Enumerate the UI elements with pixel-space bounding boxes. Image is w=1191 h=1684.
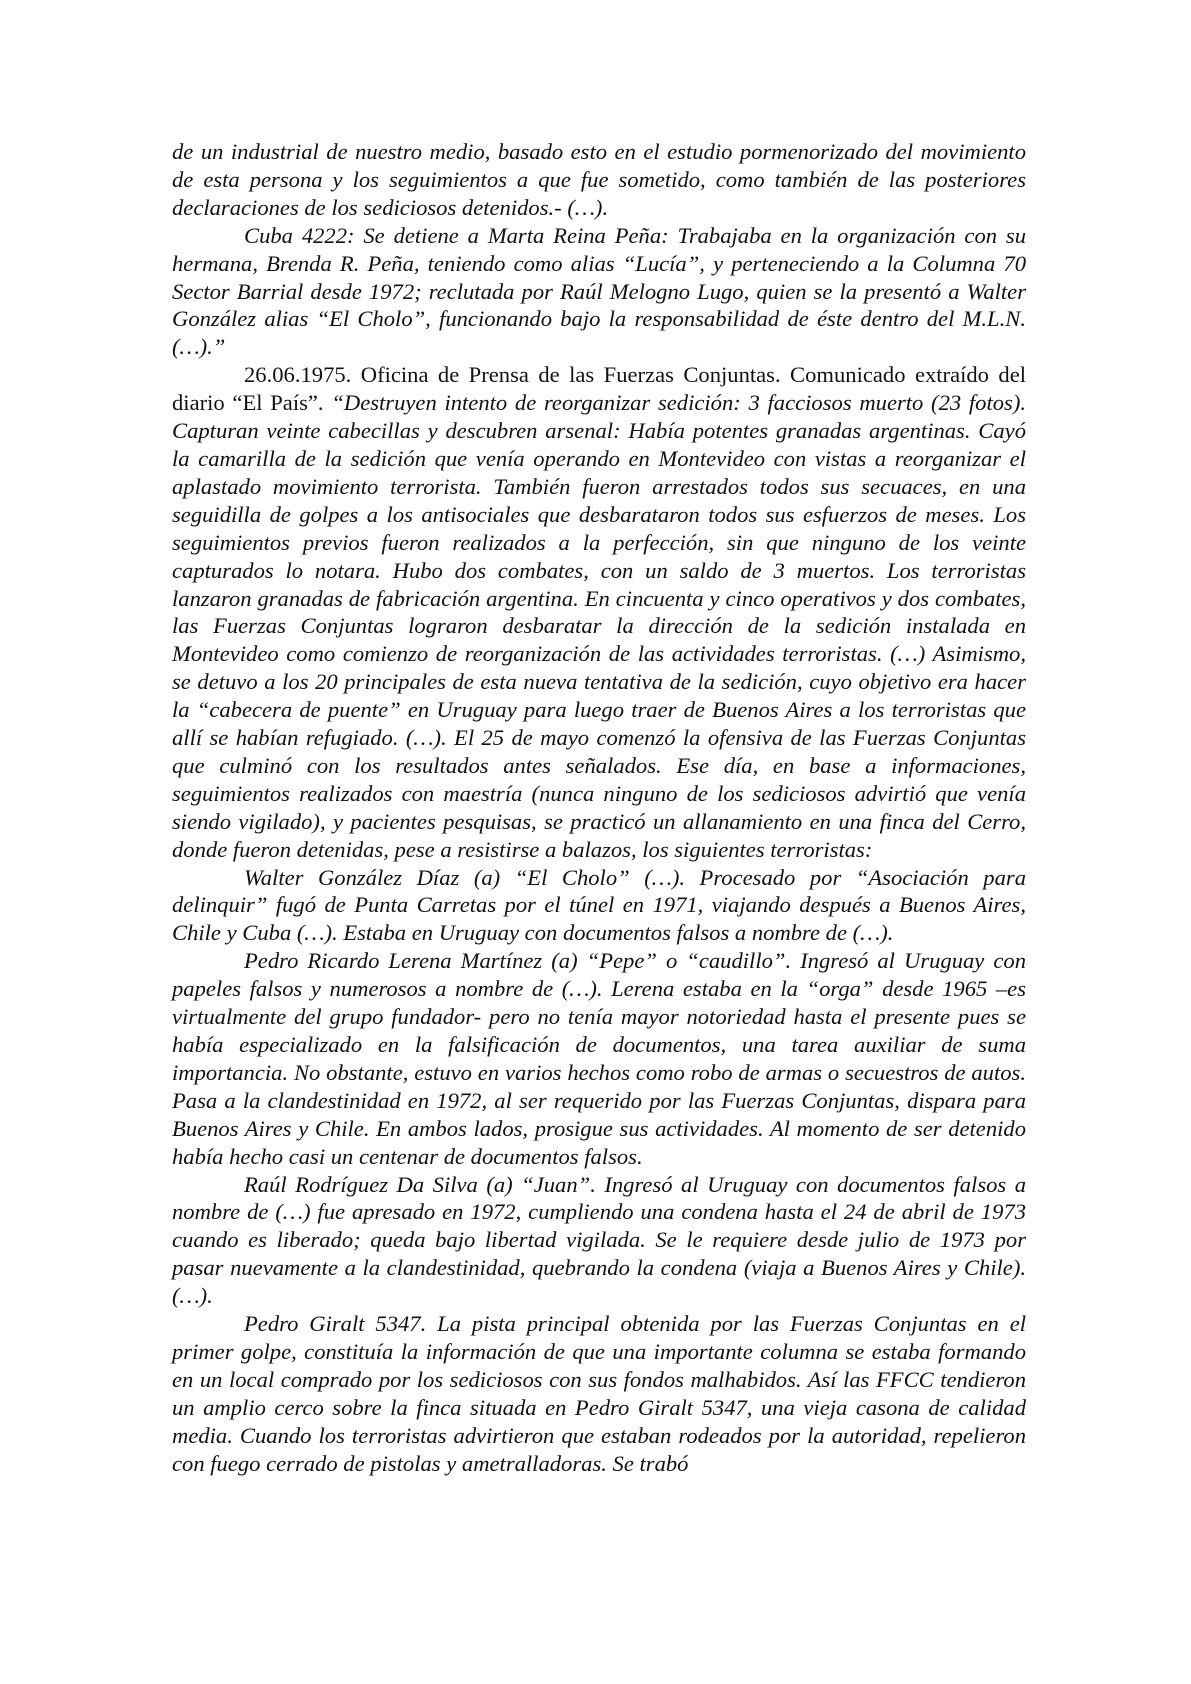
- paragraph-3-quote: “Destruyen intento de reorganizar sedición: 3 facciosos muerto (23 fotos). Capturan veinte cabecillas y descubren arsenal: Había potentes granadas argentinas. Cayó la camarilla de la sedición que venía operando en Montevideo con vistas a reorganizar el aplastado movimiento terrorista. También fueron arrestados todos sus secuaces, en una seguidilla de golpes a los antisociales que desbarataron todos sus esfuerzos de meses. Los seguimientos previos fueron realizados a la perfección, sin que ninguno de los veinte capturados lo notara. Hubo dos combates, con un saldo de 3 muertos. Los terroristas lanzaron granadas de fabricación argentina. En cincuenta y cinco operativos y dos combates, las Fuerzas Conjuntas lograron desbaratar la dirección de la sedición instalada en Montevideo como comienzo de reorganización de las actividades terroristas. (…) Asimismo, se detuvo a los 20 principales de esta nueva tentativa de la sedición, cuyo objetivo era hacer la “cabecera de puente” en Uruguay para luego traer de Buenos Aires a los terroristas que allí se habían refugiado. (…). El 25 de mayo comenzó la ofensiva de las Fuerzas Conjuntas que culminó con los resultados antes señalados. Ese día, en base a informaciones, seguimientos realizados con maestría (nunca ninguno de los sediciosos advirtió que venía siendo vigilado), y pacientes pesquisas, se practicó un allanamiento en una finca del Cerro, donde fueron detenidas, pese a resistirse a balazos, los siguientes terroristas:: [172, 390, 1027, 862]
- document-page: [172, 138, 1026, 1478]
- paragraph-4: Walter González Díaz (a) “El Cholo” (…). Procesado por “Asociación para delinquir” fugó de Punta Carretas por el túnel en 1971, viajando después a Buenos Aires, Chile y Cuba (…). Estaba en Uruguay con documentos falsos a nombre de (…).: [172, 864, 1026, 946]
- paragraph-3: [172, 361, 1026, 863]
- paragraph-6: Raúl Rodríguez Da Silva (a) “Juan”. Ingresó al Uruguay con documentos falsos a nombre de (…) fue apresado en 1972, cumpliendo una condena hasta el 24 de abril de 1973 cuando es liberado; queda bajo libertad vigilada. Se le requiere desde julio de 1973 por pasar nuevamente a la clandestinidad, quebrando la condena (viaja a Buenos Aires y Chile). (…).: [172, 1171, 1026, 1309]
- paragraph-3-intro: 26.06.1975. Oficina de Prensa de las Fuerzas Conjuntas. Comunicado extraído del diario “El País”.: [172, 362, 1026, 416]
- paragraph-7: Pedro Giralt 5347. La pista principal obtenida por las Fuerzas Conjuntas en el primer golpe, constituía la información de que una importante columna se estaba formando en un local comprado por los sediciosos con sus fondos malhabidos. Así las FFCC tendieron un amplio cerco sobre la finca situada en Pedro Giralt 5347, una vieja casona de calidad media. Cuando los terroristas advirtieron que estaban rodeados por la autoridad, repelieron con fuego cerrado de pistolas y ametralladoras. Se trabó: [172, 1311, 1026, 1476]
- paragraph-2: Cuba 4222: Se detiene a Marta Reina Peña: Trabajaba en la organización con su hermana, Brenda R. Peña, teniendo como alias “Lucía”, y perteneciendo a la Columna 70 Sector Barrial desde 1972; reclutada por Raúl Melogno Lugo, quien se la presentó a Walter González alias “El Cholo”, funcionando bajo la responsabilidad de éste dentro del M.L.N. (…).”: [172, 222, 1026, 360]
- paragraph-1: de un industrial de nuestro medio, basado esto en el estudio pormenorizado del movimiento de esta persona y los seguimientos a que fue sometido, como también de las posteriores declaraciones de los sediciosos detenidos.- (…).: [172, 139, 1026, 220]
- paragraph-5: Pedro Ricardo Lerena Martínez (a) “Pepe” o “caudillo”. Ingresó al Uruguay con papeles falsos y numerosos a nombre de (…). Lerena estaba en la “orga” desde 1965 –es virtualmente del grupo fundador- pero no tenía mayor notoriedad hasta el presente pues se había especializado en la falsificación de documentos, una tarea auxiliar de suma importancia. No obstante, estuvo en varios hechos como robo de armas o secuestros de autos. Pasa a la clandestinidad en 1972, al ser requerido por las Fuerzas Conjuntas, dispara para Buenos Aires y Chile. En ambos lados, prosigue sus actividades. Al momento de ser detenido había hecho casi un centenar de documentos falsos.: [172, 948, 1026, 1169]
